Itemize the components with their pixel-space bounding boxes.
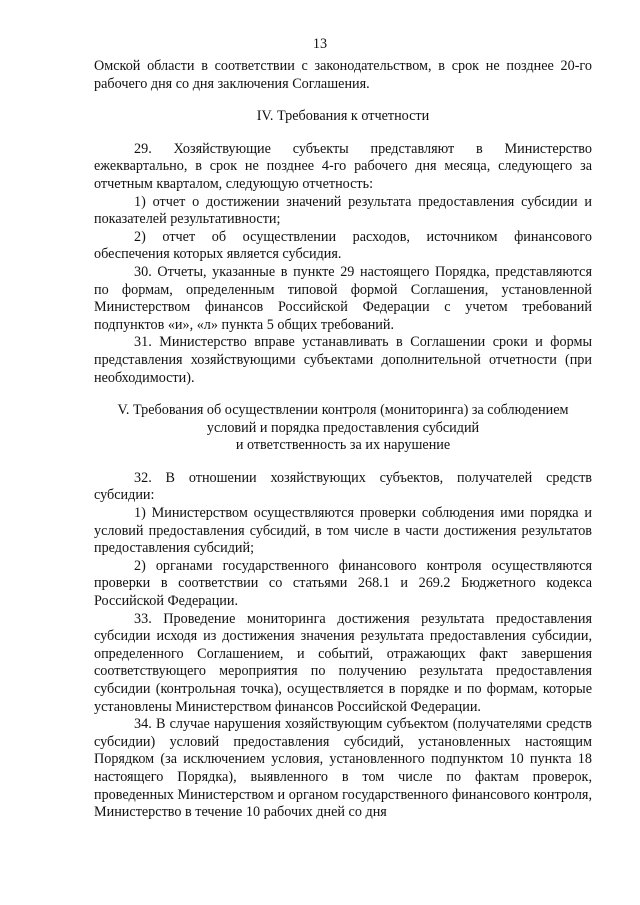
section-5-heading xyxy=(94,402,592,455)
paragraph-32-item-2: 2) органами государственного финансового контроля осуществляются проверки в соответствии со статьями 268.1 и 269.2 Бюджетного кодекса Российской Федерации. xyxy=(94,557,592,610)
paragraph-30: 30. Отчеты, указанные в пункте 29 настоящего Порядка, представляются по формам, определенным типовой формой Соглашения, установленной Министерством финансов Российской Федерации с учетом требований подпунктов «и», «л» пункта 5 общих требований. xyxy=(94,263,592,333)
section-4 xyxy=(94,108,592,387)
section-5 xyxy=(94,402,592,822)
section-5-heading-line: и ответственность за их нарушение xyxy=(235,437,451,454)
section-4-heading: IV. Требования к отчетности xyxy=(256,108,430,125)
paragraph-32: 32. В отношении хозяйствующих субъектов, получателей средств субсидии: xyxy=(94,469,592,504)
continuation-paragraph: Омской области в соответствии с законодательством, в срок не позднее 20-го рабочего дня со дня заключения Соглашения. xyxy=(94,58,592,92)
document-body xyxy=(94,58,592,822)
paragraph-29: 29. Хозяйствующие субъекты представляют в Министерство ежеквартально, в срок не позднее 4-го рабочего дня месяца, следующего за отчетным кварталом, следующую отчетность: xyxy=(94,140,592,192)
paragraph-32-item-1: 1) Министерством осуществляются проверки соблюдения ими порядка и условий предоставления субсидий, в том числе в части достижения результатов предоставления субсидий; xyxy=(94,505,592,557)
paragraph-29-item-1: 1) отчет о достижении значений результата предоставления субсидии и показателей результативности; xyxy=(94,193,592,228)
paragraph-29-item-2: 2) отчет об осуществлении расходов, источником финансового обеспечения которых является субсидия. xyxy=(94,228,592,263)
paragraph-31: 31. Министерство вправе устанавливать в Соглашении сроки и формы представления хозяйствующими субъектами дополнительной отчетности (при необходимости). xyxy=(94,334,592,386)
section-5-heading-line: условий и порядка предоставления субсидий xyxy=(206,419,480,436)
paragraph-33: 33. Проведение мониторинга достижения результата предоставления субсидии исходя из достижения значения результата предоставления субсидии, определенного Соглашением, и событий, отражающих факт завершения соответствующего мероприятия по получению результата предоставления субсидии (контрольная точка), осуществляется в порядке и по формам, которые установлены Министерством финансов Российской Федерации. xyxy=(94,610,592,715)
paragraph-34: 34. В случае нарушения хозяйствующим субъектом (получателями средств субсидии) условий предоставления субсидий, установленных настоящим Порядком (за исключением условия, установленного подпунктом 10 пункта 18 настоящего Порядка), выявленного в том числе по фактам проверок, проведенных Министерством и органом государственного финансового контроля, Министерство в течение 10 рабочих дней со дня xyxy=(94,716,592,821)
page-number: 13 xyxy=(312,36,328,52)
section-5-heading-line: V. Требования об осуществлении контроля (мониторинга) за соблюдением xyxy=(117,402,569,419)
